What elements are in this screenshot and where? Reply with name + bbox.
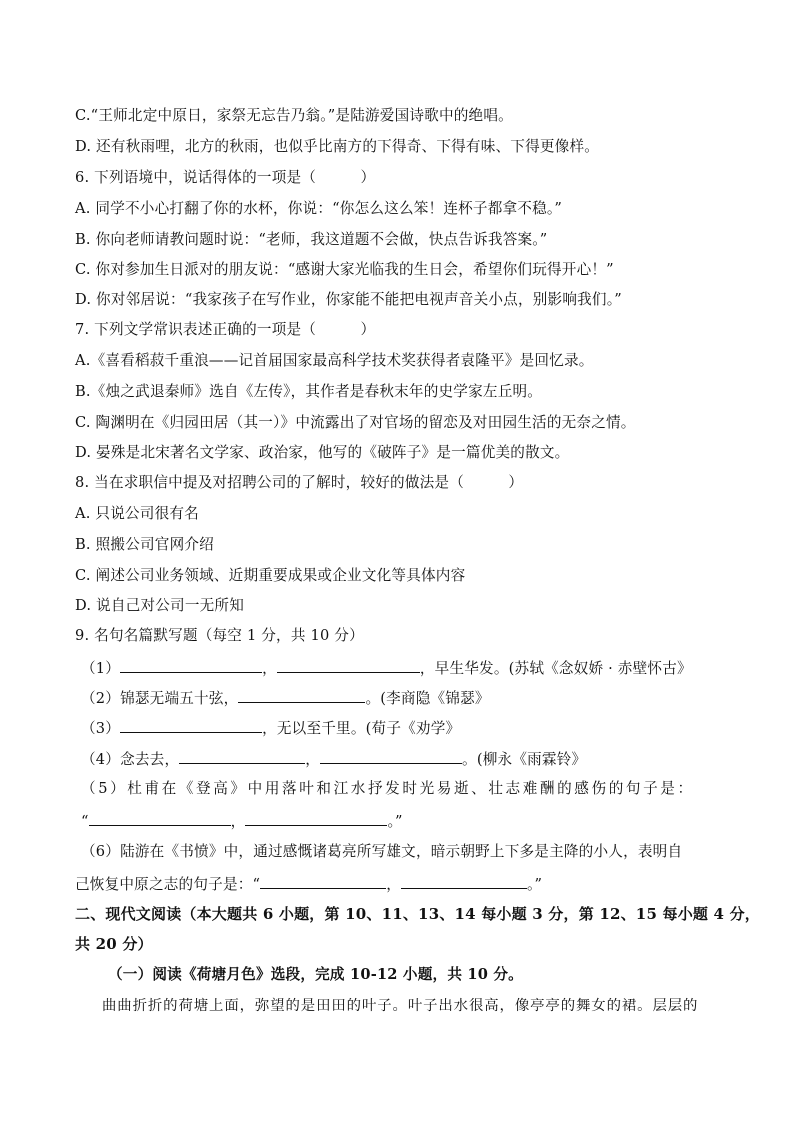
question-6: 6. 下列语境中，说话得体的一项是（ ）: [75, 169, 376, 186]
answer-blank[interactable]: [245, 810, 387, 826]
question-8: 8. 当在求职信中提及对招聘公司的了解时，较好的做法是（ ）: [75, 474, 524, 491]
q6-option-d: D. 你对邻居说：“我家孩子在写作业，你家能不能把电视声音关小点，别影响我们。”: [75, 291, 622, 308]
q9-item-6: （6）陆游在《书愤》中，通过感慨诸葛亮所写雄文，暗示朝野上下多是主降的小人，表明自: [81, 843, 683, 860]
reading-passage: 曲曲折折的荷塘上面，弥望的是田田的叶子。叶子出水很高，像亭亭的舞女的裙。层层的: [102, 998, 699, 1014]
answer-blank[interactable]: [238, 687, 365, 703]
q8-option-b: B. 照搬公司官网介绍: [75, 536, 214, 553]
q9-1-source: ，早生华发。(苏轼《念奴娇 · 赤壁怀古》: [419, 660, 692, 677]
q9-1-number: （1）: [81, 660, 121, 677]
q5-option-c: C.“王师北定中原日，家祭无忘告乃翁。”是陆游爱国诗歌中的绝唱。: [75, 107, 513, 124]
q9-item-4: （4）念去去， ， 。(柳永《雨霖铃》: [81, 748, 586, 770]
q9-3-source: ，无以至千里。(荀子《劝学》: [262, 720, 461, 737]
answer-blank[interactable]: [320, 748, 462, 764]
q6-option-b: B. 你向老师请教问题时说：“老师，我这道题不会做，快点告诉我答案。”: [75, 231, 548, 248]
q7-option-c: C. 陶渊明在《归园田居（其一）》中流露出了对官场的留恋及对田园生活的无奈之情。: [75, 414, 636, 431]
q7-option-d: D. 晏殊是北宋著名文学家、政治家，他写的《破阵子》是一篇优美的散文。: [75, 444, 570, 461]
section-2-title-cont: 共 20 分）: [75, 935, 153, 953]
q9-item-1: （1） ， ，早生华发。(苏轼《念奴娇 · 赤壁怀古》: [81, 657, 692, 679]
answer-blank[interactable]: [401, 873, 527, 889]
reading-subheading: （一）阅读《荷塘月色》选段，完成 10-12 小题，共 10 分。: [108, 966, 523, 983]
q7-option-b: B.《烛之武退秦师》选自《左传》，其作者是春秋末年的史学家左丘明。: [75, 383, 543, 400]
answer-blank[interactable]: [120, 717, 262, 733]
q9-item-2: （2）锦瑟无端五十弦， 。(李商隐《锦瑟》: [81, 687, 490, 709]
q9-4-source: 。(柳永《雨霖铃》: [462, 751, 587, 768]
q5-option-d: D. 还有秋雨哩，北方的秋雨，也似乎比南方的下得奇、下得有味、下得更像样。: [75, 138, 600, 155]
q9-item-3: （3） ，无以至千里。(荀子《劝学》: [81, 717, 460, 739]
answer-blank[interactable]: [120, 657, 262, 673]
answer-blank[interactable]: [179, 748, 305, 764]
q6-option-c: C. 你对参加生日派对的朋友说：“感谢大家光临我的生日会，希望你们玩得开心！”: [75, 261, 614, 278]
q9-2-source: 。(李商隐《锦瑟》: [365, 690, 490, 707]
answer-blank[interactable]: [89, 810, 231, 826]
question-7: 7. 下列文学常识表述正确的一项是（ ）: [75, 321, 376, 338]
q8-option-a: A. 只说公司很有名: [75, 505, 199, 522]
section-2-title: 二、现代文阅读（本大题共 6 小题，第 10、11、13、14 每小题 3 分，第 12、15 每小题 4 分，: [75, 905, 760, 923]
q8-option-c: C. 阐述公司业务领域、近期重要成果或企业文化等具体内容: [75, 567, 466, 584]
q9-item-5-answer: “ ， 。”: [81, 810, 403, 832]
q7-option-a: A.《喜看稻菽千重浪——记首届国家最高科学技术奖获得者袁隆平》是回忆录。: [75, 352, 594, 369]
q9-item-5: （5）杜甫在《登高》中用落叶和江水抒发时光易逝、壮志难酬的感伤的句子是：: [81, 780, 695, 797]
q8-option-d: D. 说自己对公司一无所知: [75, 597, 244, 614]
q9-item-6-answer: 己恢复中原之志的句子是：“ ， 。”: [75, 873, 542, 895]
question-9: 9. 名句名篇默写题（每空 1 分，共 10 分）: [75, 627, 364, 644]
q6-option-a: A. 同学不小心打翻了你的水杯，你说：“你怎么这么笨！连杯子都拿不稳。”: [75, 200, 563, 217]
answer-blank[interactable]: [277, 657, 420, 673]
answer-blank[interactable]: [260, 873, 386, 889]
